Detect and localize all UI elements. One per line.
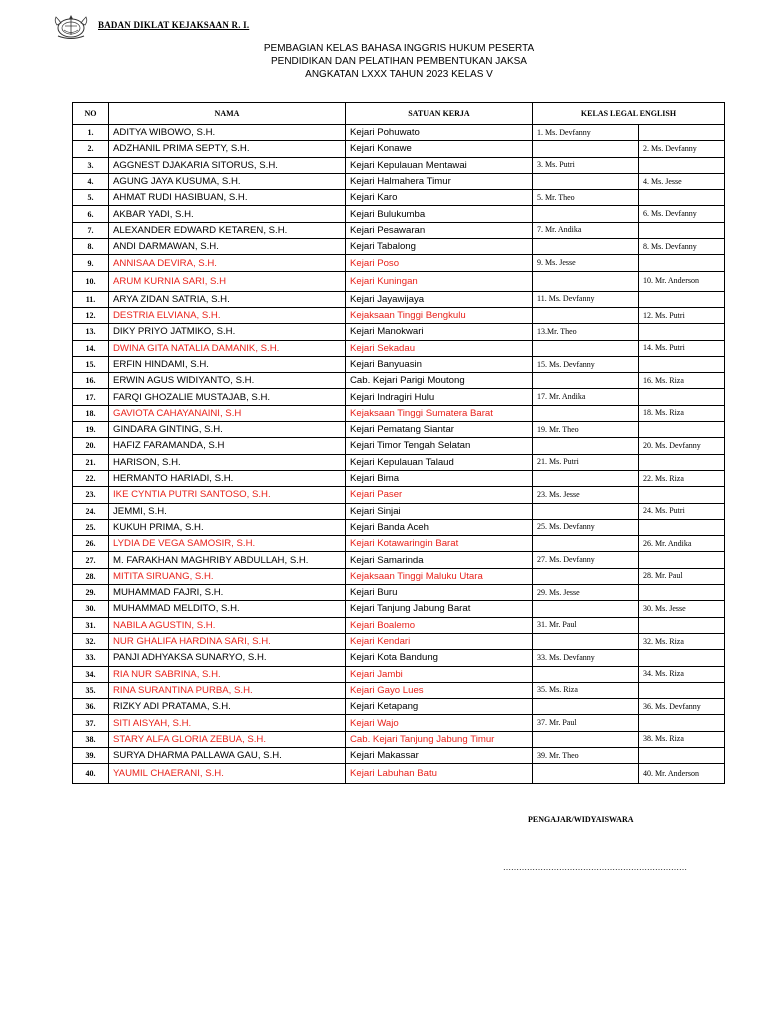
- cell-kelas-1: [533, 340, 639, 356]
- table-row: [73, 125, 725, 141]
- cell-no: 38.: [73, 731, 109, 747]
- cell-satuan-kerja: Kejari Halmahera Timur: [346, 173, 533, 189]
- table-row: [73, 536, 725, 552]
- cell-satuan-kerja: Kejari Kepulauan Mentawai: [346, 157, 533, 173]
- table-row: [73, 715, 725, 731]
- cell-satuan-kerja: Kejari Indragiri Hulu: [346, 389, 533, 405]
- table-row: [73, 747, 725, 763]
- table-row: [73, 666, 725, 682]
- cell-kelas-1: [533, 141, 639, 157]
- cell-kelas-2: 12. Ms. Putri: [639, 307, 725, 323]
- header-satuan-kerja: SATUAN KERJA: [346, 103, 533, 125]
- cell-no: 11.: [73, 291, 109, 307]
- header-nama: NAMA: [109, 103, 346, 125]
- cell-nama: ERWIN AGUS WIDIYANTO, S.H.: [109, 373, 346, 389]
- cell-nama: NABILA AGUSTIN, S.H.: [109, 617, 346, 633]
- cell-kelas-1: 9. Ms. Jesse: [533, 255, 639, 271]
- cell-kelas-1: 35. Ms. Riza: [533, 682, 639, 698]
- cell-no: 36.: [73, 699, 109, 715]
- cell-kelas-1: [533, 764, 639, 784]
- cell-satuan-kerja: Kejari Makassar: [346, 747, 533, 763]
- cell-kelas-1: 29. Ms. Jesse: [533, 585, 639, 601]
- cell-nama: KUKUH PRIMA, S.H.: [109, 519, 346, 535]
- table-row: [73, 682, 725, 698]
- cell-nama: RIZKY ADI PRATAMA, S.H.: [109, 699, 346, 715]
- cell-satuan-kerja: Kejari Kota Bandung: [346, 650, 533, 666]
- cell-no: 26.: [73, 536, 109, 552]
- cell-kelas-1: 25. Ms. Devfanny: [533, 519, 639, 535]
- header-no: NO: [73, 103, 109, 125]
- cell-satuan-kerja: Kejari Konawe: [346, 141, 533, 157]
- cell-kelas-1: 21. Ms. Putri: [533, 454, 639, 470]
- table-row: [73, 239, 725, 255]
- cell-satuan-kerja: Kejari Banyuasin: [346, 356, 533, 372]
- cell-kelas-1: 33. Ms. Devfanny: [533, 650, 639, 666]
- cell-satuan-kerja: Kejari Pesawaran: [346, 222, 533, 238]
- cell-nama: RIA NUR SABRINA, S.H.: [109, 666, 346, 682]
- cell-kelas-1: 17. Mr. Andika: [533, 389, 639, 405]
- cell-nama: FARQI GHOZALIE MUSTAJAB, S.H.: [109, 389, 346, 405]
- cell-kelas-1: 13.Mr. Theo: [533, 324, 639, 340]
- table-row: [73, 373, 725, 389]
- cell-no: 22.: [73, 470, 109, 486]
- cell-kelas-1: 15. Ms. Devfanny: [533, 356, 639, 372]
- cell-satuan-kerja: Kejari Boalemo: [346, 617, 533, 633]
- cell-no: 25.: [73, 519, 109, 535]
- cell-kelas-1: 11. Ms. Devfanny: [533, 291, 639, 307]
- table-row: [73, 633, 725, 649]
- cell-no: 14.: [73, 340, 109, 356]
- cell-kelas-2: [639, 157, 725, 173]
- cell-kelas-1: [533, 405, 639, 421]
- cell-nama: HERMANTO HARIADI, S.H.: [109, 470, 346, 486]
- table-row: [73, 617, 725, 633]
- cell-no: 35.: [73, 682, 109, 698]
- cell-no: 33.: [73, 650, 109, 666]
- cell-kelas-1: 3. Ms. Putri: [533, 157, 639, 173]
- cell-kelas-2: 10. Mr. Anderson: [639, 271, 725, 291]
- cell-kelas-2: 36. Ms. Devfanny: [639, 699, 725, 715]
- cell-kelas-1: [533, 470, 639, 486]
- table-row: [73, 307, 725, 323]
- cell-kelas-2: 22. Ms. Riza: [639, 470, 725, 486]
- cell-no: 18.: [73, 405, 109, 421]
- cell-kelas-2: 18. Ms. Riza: [639, 405, 725, 421]
- cell-nama: DESTRIA ELVIANA, S.H.: [109, 307, 346, 323]
- cell-no: 15.: [73, 356, 109, 372]
- cell-no: 6.: [73, 206, 109, 222]
- cell-nama: SURYA DHARMA PALLAWA GAU, S.H.: [109, 747, 346, 763]
- cell-satuan-kerja: Kejari Labuhan Batu: [346, 764, 533, 784]
- cell-no: 28.: [73, 568, 109, 584]
- cell-kelas-1: [533, 568, 639, 584]
- cell-kelas-2: 16. Ms. Riza: [639, 373, 725, 389]
- table-row: [73, 324, 725, 340]
- kejaksaan-emblem-icon: [52, 13, 90, 41]
- table-row: [73, 222, 725, 238]
- cell-satuan-kerja: Kejari Bulukumba: [346, 206, 533, 222]
- table-row: [73, 454, 725, 470]
- cell-satuan-kerja: Kejaksaan Tinggi Maluku Utara: [346, 568, 533, 584]
- cell-kelas-2: [639, 585, 725, 601]
- cell-kelas-2: 4. Ms. Jesse: [639, 173, 725, 189]
- cell-kelas-1: [533, 271, 639, 291]
- cell-kelas-2: 38. Ms. Riza: [639, 731, 725, 747]
- cell-kelas-2: [639, 747, 725, 763]
- cell-kelas-1: [533, 173, 639, 189]
- cell-nama: MUHAMMAD MELDITO, S.H.: [109, 601, 346, 617]
- cell-nama: ARUM KURNIA SARI, S.H: [109, 271, 346, 291]
- table-row: [73, 552, 725, 568]
- cell-kelas-2: [639, 389, 725, 405]
- cell-kelas-2: [639, 422, 725, 438]
- cell-kelas-2: [639, 222, 725, 238]
- cell-kelas-1: [533, 731, 639, 747]
- cell-satuan-kerja: Kejari Paser: [346, 487, 533, 503]
- cell-nama: PANJI ADHYAKSA SUNARYO, S.H.: [109, 650, 346, 666]
- cell-kelas-2: [639, 487, 725, 503]
- cell-kelas-2: 40. Mr. Anderson: [639, 764, 725, 784]
- table-row: [73, 422, 725, 438]
- cell-nama: MITITA SIRUANG, S.H.: [109, 568, 346, 584]
- cell-kelas-1: [533, 666, 639, 682]
- cell-kelas-1: 19. Mr. Theo: [533, 422, 639, 438]
- cell-no: 23.: [73, 487, 109, 503]
- cell-no: 7.: [73, 222, 109, 238]
- cell-no: 12.: [73, 307, 109, 323]
- cell-kelas-2: 2. Ms. Devfanny: [639, 141, 725, 157]
- cell-no: 39.: [73, 747, 109, 763]
- cell-kelas-2: [639, 324, 725, 340]
- cell-nama: SITI AISYAH, S.H.: [109, 715, 346, 731]
- cell-kelas-2: 26. Mr. Andika: [639, 536, 725, 552]
- cell-kelas-2: 20. Ms. Devfanny: [639, 438, 725, 454]
- table-row: [73, 157, 725, 173]
- cell-nama: AGGNEST DJAKARIA SITORUS, S.H.: [109, 157, 346, 173]
- cell-satuan-kerja: Kejari Pohuwato: [346, 125, 533, 141]
- table-row: [73, 487, 725, 503]
- cell-no: 19.: [73, 422, 109, 438]
- table-row: [73, 389, 725, 405]
- cell-nama: GINDARA GINTING, S.H.: [109, 422, 346, 438]
- cell-no: 32.: [73, 633, 109, 649]
- cell-kelas-2: [639, 291, 725, 307]
- cell-kelas-2: [639, 454, 725, 470]
- table-row: [73, 519, 725, 535]
- cell-satuan-kerja: Kejari Timor Tengah Selatan: [346, 438, 533, 454]
- cell-nama: MUHAMMAD FAJRI, S.H.: [109, 585, 346, 601]
- cell-satuan-kerja: Kejari Bima: [346, 470, 533, 486]
- table-row: [73, 271, 725, 291]
- document-title: [0, 42, 768, 81]
- cell-nama: JEMMI, S.H.: [109, 503, 346, 519]
- cell-nama: ERFIN HINDAMI, S.H.: [109, 356, 346, 372]
- cell-kelas-1: 39. Mr. Theo: [533, 747, 639, 763]
- cell-nama: DIKY PRIYO JATMIKO, S.H.: [109, 324, 346, 340]
- cell-kelas-2: [639, 682, 725, 698]
- cell-kelas-2: [639, 519, 725, 535]
- table-row: [73, 601, 725, 617]
- cell-nama: GAVIOTA CAHAYANAINI, S.H: [109, 405, 346, 421]
- cell-kelas-1: 23. Ms. Jesse: [533, 487, 639, 503]
- cell-satuan-kerja: Kejari Tanjung Jabung Barat: [346, 601, 533, 617]
- cell-nama: AGUNG JAYA KUSUMA, S.H.: [109, 173, 346, 189]
- table-row: [73, 173, 725, 189]
- cell-kelas-1: 1. Ms. Devfanny: [533, 125, 639, 141]
- table-row: [73, 470, 725, 486]
- table-row: [73, 255, 725, 271]
- table-row: [73, 356, 725, 372]
- cell-kelas-1: 5. Mr. Theo: [533, 190, 639, 206]
- cell-satuan-kerja: Kejari Kuningan: [346, 271, 533, 291]
- cell-kelas-1: [533, 438, 639, 454]
- cell-nama: DWINA GITA NATALIA DAMANIK, S.H.: [109, 340, 346, 356]
- cell-satuan-kerja: Kejari Sinjai: [346, 503, 533, 519]
- cell-nama: M. FARAKHAN MAGHRIBY ABDULLAH, S.H.: [109, 552, 346, 568]
- table-row: [73, 141, 725, 157]
- cell-kelas-2: 24. Ms. Putri: [639, 503, 725, 519]
- cell-satuan-kerja: Kejari Karo: [346, 190, 533, 206]
- cell-kelas-1: 37. Mr. Paul: [533, 715, 639, 731]
- cell-no: 2.: [73, 141, 109, 157]
- cell-kelas-2: 28. Mr. Paul: [639, 568, 725, 584]
- cell-nama: AHMAT RUDI HASIBUAN, S.H.: [109, 190, 346, 206]
- cell-kelas-1: [533, 633, 639, 649]
- table-row: [73, 650, 725, 666]
- cell-satuan-kerja: Kejari Sekadau: [346, 340, 533, 356]
- cell-no: 31.: [73, 617, 109, 633]
- cell-nama: HARISON, S.H.: [109, 454, 346, 470]
- cell-kelas-2: [639, 356, 725, 372]
- cell-satuan-kerja: Kejari Samarinda: [346, 552, 533, 568]
- table-header-row: [73, 103, 725, 125]
- cell-kelas-1: [533, 206, 639, 222]
- cell-nama: ANDI DARMAWAN, S.H.: [109, 239, 346, 255]
- table-body: [73, 125, 725, 784]
- cell-no: 16.: [73, 373, 109, 389]
- cell-no: 4.: [73, 173, 109, 189]
- cell-satuan-kerja: Kejari Buru: [346, 585, 533, 601]
- table-row: [73, 585, 725, 601]
- cell-satuan-kerja: Kejari Kendari: [346, 633, 533, 649]
- cell-satuan-kerja: Kejari Banda Aceh: [346, 519, 533, 535]
- cell-satuan-kerja: Cab. Kejari Tanjung Jabung Timur: [346, 731, 533, 747]
- cell-satuan-kerja: Kejari Kotawaringin Barat: [346, 536, 533, 552]
- cell-no: 13.: [73, 324, 109, 340]
- table-row: [73, 291, 725, 307]
- cell-nama: NUR GHALIFA HARDINA SARI, S.H.: [109, 633, 346, 649]
- cell-kelas-1: [533, 601, 639, 617]
- table-row: [73, 731, 725, 747]
- cell-kelas-1: [533, 699, 639, 715]
- table-row: [73, 190, 725, 206]
- table-row: [73, 503, 725, 519]
- cell-kelas-2: [639, 255, 725, 271]
- cell-nama: YAUMIL CHAERANI, S.H.: [109, 764, 346, 784]
- title-line: PENDIDIKAN DAN PELATIHAN PEMBENTUKAN JAKSA: [271, 56, 527, 67]
- cell-satuan-kerja: Kejari Gayo Lues: [346, 682, 533, 698]
- cell-kelas-2: [639, 125, 725, 141]
- cell-no: 34.: [73, 666, 109, 682]
- cell-kelas-2: 34. Ms. Riza: [639, 666, 725, 682]
- cell-nama: STARY ALFA GLORIA ZEBUA, S.H.: [109, 731, 346, 747]
- cell-satuan-kerja: Kejaksaan Tinggi Sumatera Barat: [346, 405, 533, 421]
- table-row: [73, 438, 725, 454]
- cell-no: 5.: [73, 190, 109, 206]
- cell-satuan-kerja: Kejari Jayawijaya: [346, 291, 533, 307]
- table-row: [73, 206, 725, 222]
- cell-kelas-2: [639, 650, 725, 666]
- cell-nama: HAFIZ FARAMANDA, S.H: [109, 438, 346, 454]
- cell-nama: ADZHANIL PRIMA SEPTY, S.H.: [109, 141, 346, 157]
- cell-no: 27.: [73, 552, 109, 568]
- cell-nama: ADITYA WIBOWO, S.H.: [109, 125, 346, 141]
- cell-kelas-1: [533, 373, 639, 389]
- title-line: PEMBAGIAN KELAS BAHASA INGGRIS HUKUM PESERTA: [263, 43, 535, 54]
- cell-no: 37.: [73, 715, 109, 731]
- cell-kelas-1: [533, 307, 639, 323]
- cell-no: 1.: [73, 125, 109, 141]
- document-header: [52, 12, 249, 42]
- cell-kelas-1: 31. Mr. Paul: [533, 617, 639, 633]
- cell-satuan-kerja: Kejari Pematang Siantar: [346, 422, 533, 438]
- cell-no: 9.: [73, 255, 109, 271]
- cell-no: 3.: [73, 157, 109, 173]
- cell-nama: RINA SURANTINA PURBA, S.H.: [109, 682, 346, 698]
- cell-nama: AKBAR YADI, S.H.: [109, 206, 346, 222]
- cell-no: 20.: [73, 438, 109, 454]
- table-row: [73, 764, 725, 784]
- cell-no: 24.: [73, 503, 109, 519]
- class-assignment-table: [72, 102, 725, 784]
- title-line: ANGKATAN LXXX TAHUN 2023 KELAS V: [305, 69, 493, 80]
- cell-satuan-kerja: Kejari Kepulauan Talaud: [346, 454, 533, 470]
- cell-no: 29.: [73, 585, 109, 601]
- cell-no: 8.: [73, 239, 109, 255]
- signature-title: PENGAJAR/WIDYAISWARA: [528, 815, 634, 824]
- cell-satuan-kerja: Kejari Tabalong: [346, 239, 533, 255]
- cell-nama: ARYA ZIDAN SATRIA, S.H.: [109, 291, 346, 307]
- signature-line: ……………………………………………………………: [503, 863, 687, 872]
- table-row: [73, 699, 725, 715]
- cell-kelas-2: [639, 617, 725, 633]
- cell-kelas-2: 30. Ms. Jesse: [639, 601, 725, 617]
- cell-kelas-1: [533, 503, 639, 519]
- organization-name: BADAN DIKLAT KEJAKSAAN R. I.: [98, 20, 250, 30]
- cell-nama: ANNISAA DEVIRA, S.H.: [109, 255, 346, 271]
- table-row: [73, 568, 725, 584]
- cell-no: 21.: [73, 454, 109, 470]
- cell-no: 30.: [73, 601, 109, 617]
- cell-satuan-kerja: Cab. Kejari Parigi Moutong: [346, 373, 533, 389]
- cell-satuan-kerja: Kejari Ketapang: [346, 699, 533, 715]
- cell-kelas-2: 8. Ms. Devfanny: [639, 239, 725, 255]
- cell-satuan-kerja: Kejari Wajo: [346, 715, 533, 731]
- cell-kelas-2: 14. Ms. Putri: [639, 340, 725, 356]
- cell-satuan-kerja: Kejaksaan Tinggi Bengkulu: [346, 307, 533, 323]
- cell-kelas-2: [639, 552, 725, 568]
- cell-no: 10.: [73, 271, 109, 291]
- cell-nama: IKE CYNTIA PUTRI SANTOSO, S.H.: [109, 487, 346, 503]
- cell-satuan-kerja: Kejari Manokwari: [346, 324, 533, 340]
- table-row: [73, 405, 725, 421]
- cell-kelas-2: 6. Ms. Devfanny: [639, 206, 725, 222]
- cell-kelas-2: [639, 715, 725, 731]
- cell-no: 17.: [73, 389, 109, 405]
- cell-nama: LYDIA DE VEGA SAMOSIR, S.H.: [109, 536, 346, 552]
- cell-kelas-1: [533, 536, 639, 552]
- cell-kelas-1: [533, 239, 639, 255]
- header-kelas: KELAS LEGAL ENGLISH: [533, 103, 725, 125]
- cell-kelas-1: 27. Ms. Devfanny: [533, 552, 639, 568]
- cell-kelas-2: [639, 190, 725, 206]
- cell-no: 40.: [73, 764, 109, 784]
- cell-kelas-1: 7. Mr. Andika: [533, 222, 639, 238]
- cell-nama: ALEXANDER EDWARD KETAREN, S.H.: [109, 222, 346, 238]
- cell-kelas-2: 32. Ms. Riza: [639, 633, 725, 649]
- cell-satuan-kerja: Kejari Jambi: [346, 666, 533, 682]
- table-row: [73, 340, 725, 356]
- cell-satuan-kerja: Kejari Poso: [346, 255, 533, 271]
